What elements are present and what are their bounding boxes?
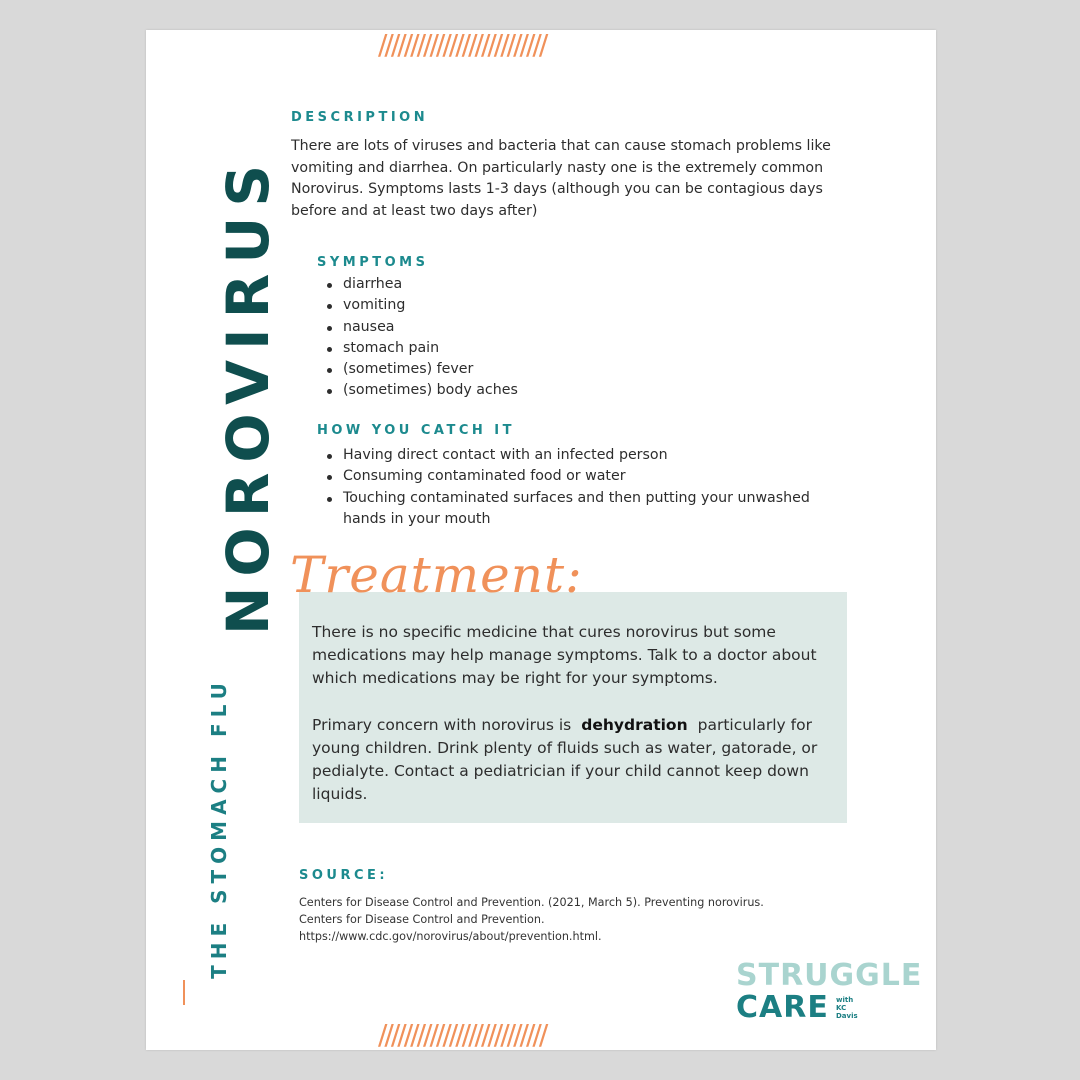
bottom-slash-decoration: ////////////////////////// [378, 1020, 546, 1050]
logo-struggle: STRUGGLE [736, 958, 923, 993]
list-item: (sometimes) body aches [317, 380, 837, 401]
accent-line [183, 980, 185, 1005]
description-text: There are lots of viruses and bacteria that can cause stomach problems like vomiting and diarrhea. On particularly nasty one is the extremely common Norovirus. Symptoms lasts 1-3 days (although you can be contagious days before and at least two days after) [291, 138, 831, 219]
citation-line: Centers for Disease Control and Prevention. [299, 913, 545, 926]
list-item: Consuming contaminated food or water [317, 466, 857, 487]
document-page [146, 30, 936, 1050]
source-citation [299, 894, 839, 945]
dehydration-emphasis: dehydration [581, 716, 688, 734]
symptoms-list [317, 274, 837, 402]
treatment-text-before: Primary concern with norovirus is [312, 716, 572, 734]
list-item: (sometimes) fever [317, 359, 837, 380]
logo-kc: KC [836, 1004, 847, 1012]
list-item: Having direct contact with an infected person [317, 445, 857, 466]
logo-with: with [836, 996, 854, 1004]
logo-care: CARE [736, 990, 829, 1025]
top-slash-decoration: ////////////////////////// [378, 30, 546, 60]
citation-line: Centers for Disease Control and Prevention. (2021, March 5). Preventing norovirus. [299, 896, 764, 909]
symptoms-label: SYMPTOMS [317, 255, 429, 270]
treatment-text-after: particularly for young children. Drink plenty of fluids such as water, gatorade, or pedialyte. Contact a pediatrician if your child cannot keep down liquids. [312, 716, 818, 803]
vertical-title: NOROVIRUS [214, 154, 282, 636]
citation-url[interactable]: https://www.cdc.gov/norovirus/about/prevention.html. [299, 930, 602, 943]
treatment-paragraph-2 [312, 714, 832, 806]
list-item: Touching contaminated surfaces and then putting your unwashed hands in your mouth [317, 488, 857, 531]
treatment-paragraph-1: There is no specific medicine that cures norovirus but some medications may help manage symptoms. Talk to a doctor about which medications may be right for your symptoms. [312, 623, 817, 687]
list-item: stomach pain [317, 338, 837, 359]
source-label: SOURCE: [299, 868, 389, 883]
catch-list [317, 445, 857, 530]
logo-byline [836, 996, 858, 1020]
vertical-subtitle: THE STOMACH FLU [207, 677, 231, 979]
list-item: nausea [317, 317, 837, 338]
treatment-heading: Treatment: [290, 546, 583, 604]
list-item: vomiting [317, 295, 837, 316]
catch-label: HOW YOU CATCH IT [317, 423, 515, 438]
list-item: diarrhea [317, 274, 837, 295]
logo-davis: Davis [836, 1012, 858, 1020]
description-label: DESCRIPTION [291, 110, 429, 125]
